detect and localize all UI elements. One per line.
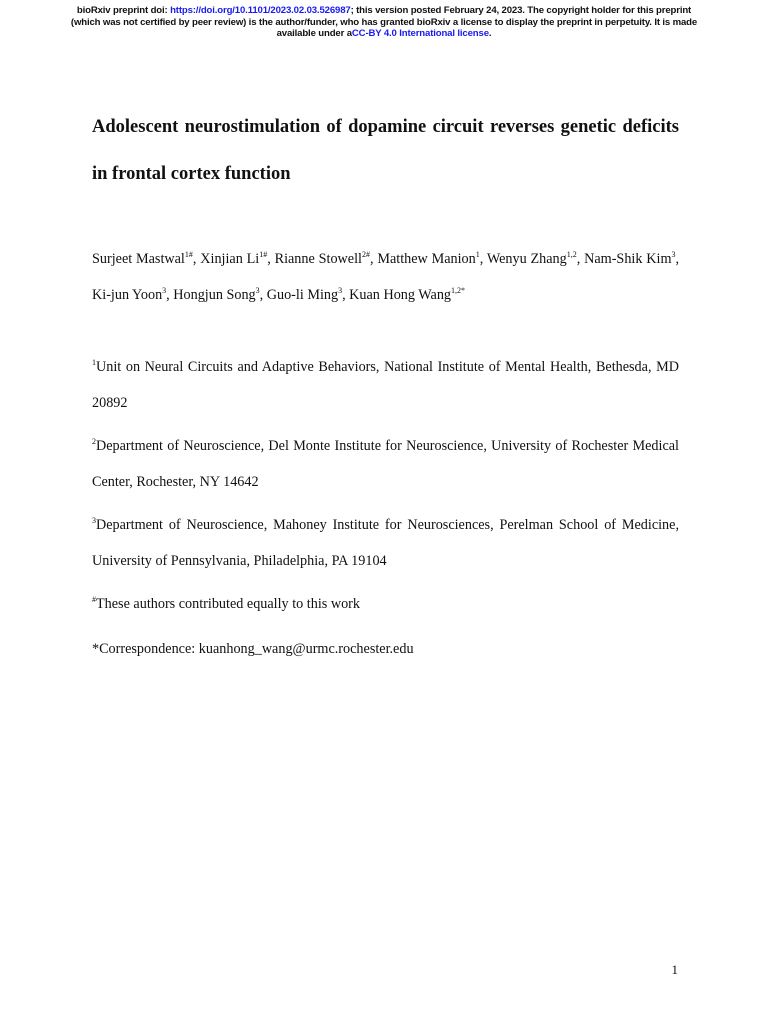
author-name: Matthew Manion [377,251,476,267]
author-name: Hongjun Song [173,287,256,303]
affiliation-3-marker: 3 [92,516,96,525]
author-name: Surjeet Mastwal [92,251,185,267]
license-link[interactable]: CC-BY 4.0 International license [351,28,489,39]
correspondence: *Correspondence: kuanhong_wang@urmc.rochester.edu [92,641,414,657]
affiliation-3-text: Department of Neuroscience, Mahoney Institute for Neurosciences, Perelman School of Medicine, University of Pennsylvania, Philadelphia, PA 19104 [92,517,679,569]
author-name: Nam-Shik Kim [584,251,672,267]
banner-line-1: bioRxiv preprint doi: https://doi.org/10.1101/2023.02.03.526987; this version posted February 24, 2023. The copyright holder for this preprint [76,5,692,16]
equal-contribution-marker: # [92,595,96,604]
banner-line-2: (which was not certified by peer review) is the author/funder, who has granted bioRxiv a license to display the preprint in perpetuity. It is made [70,16,698,28]
affiliation-1-text: Unit on Neural Circuits and Adaptive Behaviors, National Institute of Mental Health, Bethesda, MD 20892 [92,359,679,411]
affiliation-1 [92,349,679,421]
page-number: 1 [671,962,678,977]
affiliation-1-marker: 1 [92,358,96,367]
author-affiliation-marker: 3 [162,286,167,295]
author-affiliation-marker: 2# [361,250,370,259]
author-list: Surjeet Mastwal$^{1\#}$, Xinjian $Li^{1\#}$, Rianne Stowell$^{2\#}$, Matthew Manion$^1$, Wenyu Zhang$^{1,2}$, Nam-Shik Kim$^3$, Ki-jun Yoon$^3$, Hongjun Song$^3$, Guo-li Ming$^3$, Kuan Hong Wang$^{1,2*}$ [92,250,680,303]
author-name: Wenyu Zhang [486,251,567,267]
affiliation-2-marker: 2 [92,437,96,446]
paper-title: Adolescent neurostimulation of dopamine circuit reverses genetic deficits in frontal cortex function [92,117,679,184]
doi-link[interactable]: https://doi.org/10.1101/2023.02.03.526987 [170,5,351,16]
author-affiliation-marker: 1,2* [451,286,466,295]
author-affiliation-marker: 3 [671,250,676,259]
preprint-banner [0,5,768,40]
author-name: Ki-jun Yoon [92,287,163,303]
author-affiliation-marker: 1,2 [566,250,577,259]
author-affiliation-marker: 3 [338,286,343,295]
affiliation-2-text: Department of Neuroscience, Del Monte Institute for Neuroscience, University of Rochester Medical Center, Rochester, NY 14642 [92,438,679,490]
banner-line-3: available under aCC-BY 4.0 International license. [276,28,492,39]
equal-contribution-text: These authors contributed equally to this work [96,596,360,612]
affiliation-3 [92,507,679,579]
author-name: Xinjian Li [200,251,260,267]
affiliation-2 [92,428,679,500]
author-affiliation-marker: 1 [475,250,480,259]
author-affiliation-marker: 3 [255,286,260,295]
author-name: Rianne Stowell [274,251,362,267]
author-name: Kuan Hong Wang [349,287,452,303]
author-affiliation-marker: 1# [259,250,268,259]
author-affiliation-marker: 1# [184,250,193,259]
equal-contribution-note [92,586,679,622]
author-name: Guo-li Ming [266,287,339,303]
